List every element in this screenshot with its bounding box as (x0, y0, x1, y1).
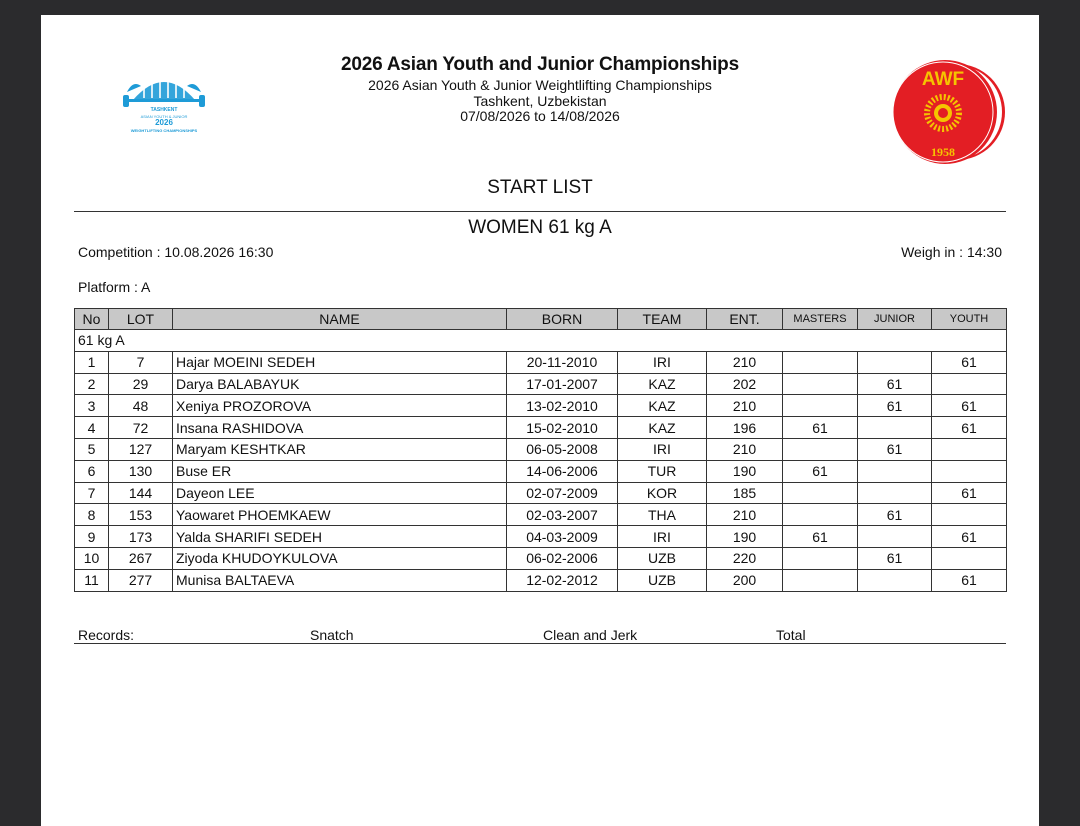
cell-junior: 61 (858, 438, 932, 460)
document-title: START LIST (487, 177, 593, 198)
cell-team: KAZ (618, 395, 707, 417)
table-row (75, 438, 1007, 460)
cell-no: 10 (75, 547, 109, 569)
cell-born: 12-02-2012 (507, 569, 618, 591)
cell-masters (783, 351, 858, 373)
cell-ent: 210 (707, 504, 783, 526)
cell-ent: 200 (707, 569, 783, 591)
cell-junior (858, 351, 932, 373)
location: Tashkent, Uzbekistan (473, 93, 607, 109)
col-lot: LOT (109, 309, 173, 330)
table-row (75, 351, 1007, 373)
cell-masters (783, 373, 858, 395)
cell-no: 6 (75, 460, 109, 482)
cell-name: Yaowaret PHOEMKAEW (173, 504, 507, 526)
cell-no: 2 (75, 373, 109, 395)
cell-name: Munisa BALTAEVA (173, 569, 507, 591)
cell-masters (783, 482, 858, 504)
championship-subtitle: 2026 Asian Youth & Junior Weightlifting Championships (368, 77, 712, 93)
cell-junior: 61 (858, 547, 932, 569)
cell-youth: 61 (932, 482, 1007, 504)
awf-year: 1958 (931, 145, 955, 159)
cell-lot: 144 (109, 482, 173, 504)
cell-ent: 190 (707, 526, 783, 548)
cell-junior (858, 569, 932, 591)
cell-name: Ziyoda KHUDOYKULOVA (173, 547, 507, 569)
cell-name: Darya BALABAYUK (173, 373, 507, 395)
table-row (75, 395, 1007, 417)
cell-youth: 61 (932, 395, 1007, 417)
cell-team: UZB (618, 569, 707, 591)
cell-youth: 61 (932, 351, 1007, 373)
cell-born: 14-06-2006 (507, 460, 618, 482)
cell-no: 7 (75, 482, 109, 504)
cell-born: 13-02-2010 (507, 395, 618, 417)
cell-ent: 196 (707, 417, 783, 439)
snatch-label: Snatch (310, 627, 354, 643)
cell-born: 20-11-2010 (507, 351, 618, 373)
cell-junior: 61 (858, 504, 932, 526)
table-row (75, 417, 1007, 439)
table-row (75, 373, 1007, 395)
cell-lot: 29 (109, 373, 173, 395)
table-header-row (75, 309, 1007, 330)
cell-team: KAZ (618, 417, 707, 439)
cell-youth (932, 373, 1007, 395)
cell-born: 15-02-2010 (507, 417, 618, 439)
cell-name: Maryam KESHTKAR (173, 438, 507, 460)
cell-name: Hajar MOEINI SEDEH (173, 351, 507, 373)
cell-lot: 48 (109, 395, 173, 417)
cell-ent: 220 (707, 547, 783, 569)
awf-text: AWF (921, 69, 965, 90)
logo-text-tashkent: TASHKENT (150, 107, 178, 113)
logo-text-sub: ASIAN YOUTH & JUNIOR (140, 114, 188, 119)
cell-ent: 185 (707, 482, 783, 504)
cell-youth: 61 (932, 569, 1007, 591)
logo-text-champ: WEIGHTLIFTING CHAMPIONSHIPS (130, 128, 198, 133)
cell-junior: 61 (858, 395, 932, 417)
cell-ent: 190 (707, 460, 783, 482)
cell-name: Yalda SHARIFI SEDEH (173, 526, 507, 548)
cell-team: THA (618, 504, 707, 526)
cell-team: UZB (618, 547, 707, 569)
championship-title: 2026 Asian Youth and Junior Championships (341, 54, 739, 75)
cell-lot: 173 (109, 526, 173, 548)
cell-junior (858, 417, 932, 439)
cell-name: Buse ER (173, 460, 507, 482)
cell-masters (783, 504, 858, 526)
table-row (75, 460, 1007, 482)
cell-team: IRI (618, 526, 707, 548)
footer-divider (74, 643, 1006, 644)
col-youth: YOUTH (932, 309, 1007, 330)
table-row (75, 504, 1007, 526)
cell-junior (858, 460, 932, 482)
title-divider (74, 211, 1006, 212)
cell-no: 9 (75, 526, 109, 548)
cell-youth (932, 504, 1007, 526)
event-title: WOMEN 61 kg A (468, 217, 612, 238)
cell-junior (858, 482, 932, 504)
group-label: 61 kg A (75, 330, 1007, 352)
cell-name: Dayeon LEE (173, 482, 507, 504)
cell-masters (783, 395, 858, 417)
competition-time: Competition : 10.08.2026 16:30 (78, 244, 274, 260)
cell-ent: 210 (707, 395, 783, 417)
cell-lot: 130 (109, 460, 173, 482)
cell-ent: 202 (707, 373, 783, 395)
document-page (41, 15, 1039, 826)
start-list-table (74, 308, 1007, 592)
logo-text-year: 2026 (155, 118, 173, 127)
cell-no: 1 (75, 351, 109, 373)
cell-youth: 61 (932, 526, 1007, 548)
col-team: TEAM (618, 309, 707, 330)
cell-youth (932, 438, 1007, 460)
cell-junior (858, 526, 932, 548)
cell-masters: 61 (783, 460, 858, 482)
cell-team: TUR (618, 460, 707, 482)
col-ent: ENT. (707, 309, 783, 330)
col-no: No (75, 309, 109, 330)
table-row (75, 526, 1007, 548)
cell-lot: 127 (109, 438, 173, 460)
col-junior: JUNIOR (858, 309, 932, 330)
cell-team: KOR (618, 482, 707, 504)
table-row (75, 482, 1007, 504)
cell-junior: 61 (858, 373, 932, 395)
platform-label: Platform : A (78, 279, 151, 295)
records-label: Records: (78, 627, 135, 643)
weigh-in-time: Weigh in : 14:30 (901, 244, 1002, 260)
cell-masters (783, 438, 858, 460)
cell-no: 3 (75, 395, 109, 417)
cell-no: 8 (75, 504, 109, 526)
cell-lot: 277 (109, 569, 173, 591)
cell-ent: 210 (707, 438, 783, 460)
cell-youth: 61 (932, 417, 1007, 439)
table-row (75, 547, 1007, 569)
cell-born: 04-03-2009 (507, 526, 618, 548)
cell-no: 11 (75, 569, 109, 591)
cell-born: 06-05-2008 (507, 438, 618, 460)
cell-youth (932, 460, 1007, 482)
date-range: 07/08/2026 to 14/08/2026 (460, 108, 620, 124)
cell-lot: 153 (109, 504, 173, 526)
cell-no: 4 (75, 417, 109, 439)
cell-name: Insana RASHIDOVA (173, 417, 507, 439)
cell-born: 02-07-2009 (507, 482, 618, 504)
cell-masters (783, 547, 858, 569)
cell-born: 17-01-2007 (507, 373, 618, 395)
cell-name: Xeniya PROZOROVA (173, 395, 507, 417)
clean-jerk-label: Clean and Jerk (543, 627, 638, 643)
cell-masters: 61 (783, 417, 858, 439)
cell-team: IRI (618, 438, 707, 460)
cell-masters (783, 569, 858, 591)
cell-no: 5 (75, 438, 109, 460)
table-row (75, 569, 1007, 591)
col-name: NAME (173, 309, 507, 330)
cell-lot: 72 (109, 417, 173, 439)
cell-lot: 267 (109, 547, 173, 569)
cell-youth (932, 547, 1007, 569)
cell-born: 02-03-2007 (507, 504, 618, 526)
cell-born: 06-02-2006 (507, 547, 618, 569)
col-masters: MASTERS (783, 309, 858, 330)
cell-team: IRI (618, 351, 707, 373)
total-label: Total (776, 627, 806, 643)
cell-lot: 7 (109, 351, 173, 373)
cell-masters: 61 (783, 526, 858, 548)
cell-team: KAZ (618, 373, 707, 395)
col-born: BORN (507, 309, 618, 330)
cell-ent: 210 (707, 351, 783, 373)
group-row (75, 330, 1007, 352)
